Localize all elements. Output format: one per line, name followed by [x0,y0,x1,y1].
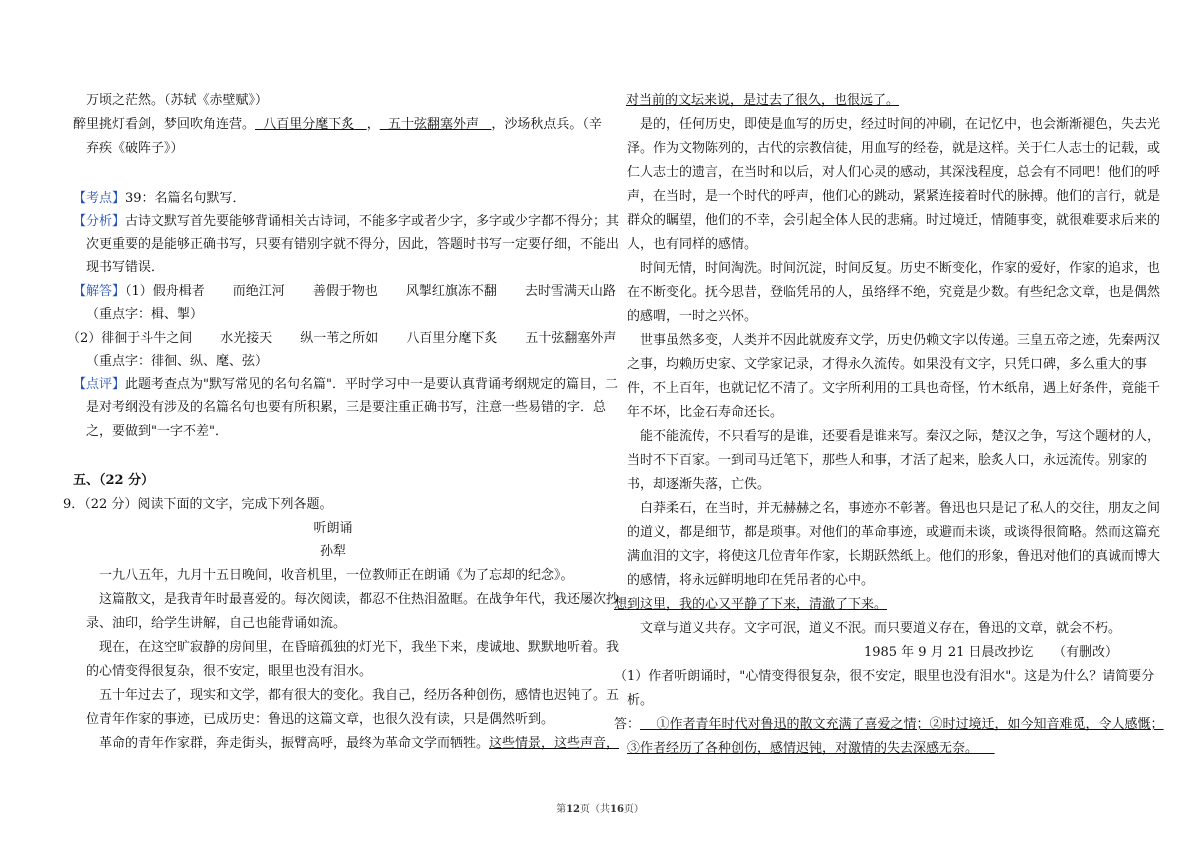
paragraph-line: 能不能流传，不只看写的是谁，还要看是谁来写。秦汉之际，楚汉之争，写这个题材的人， [640,429,1161,444]
jieda-item: （1）假舟楫者 [125,284,205,299]
underlined-text: 这些情景，这些声音， [489,736,620,751]
fenxi-text: 古诗文默写首先要能够背诵相关古诗词，不能多字或者少字，多字或少字都不得分；其 [125,214,620,229]
paragraph-line: 人，也有同样的感情。 [627,237,758,252]
answer-text-2: ③作者经历了各种创伤，感情迟钝，对激情的失去深感无奈。 [627,741,979,756]
answer-tag: 答： [614,717,641,732]
paragraph-line: 是的，任何历史，即使是血写的历史，经过时间的冲刷，在记忆中，也会渐渐褪色，失去光 [640,117,1161,132]
paragraph-line: 一九八五年，九月十五日晚间，收音机里，一位教师正在朗诵《为了忘却的纪念》。 [99,568,574,583]
fenxi-line: 现书写错误． [86,260,165,275]
answer-blank [380,116,492,134]
paragraph-line: 之事，均赖历史家、文学家记录，才得永久流传。如果没有文字，只凭口碑，多么重大的事 [627,357,1148,372]
paragraph-line: 件，不上百年，也就记忆不清了。文字所利用的工具也奇怪，竹木纸帛，遇上好条件，竟能千 [627,381,1161,396]
underlined-text: 想到这里，我的心又平静了下来，清澈了下来。 [614,597,888,612]
paragraph-line: 书，却逐渐失落，亡佚。 [627,477,771,492]
section-heading: 五、（22 分） [73,473,155,488]
paragraph-line: 时间无情，时间淘洗。时间沉淀，时间反复。历史不断变化，作家的爱好，作家的追求，也 [640,261,1161,276]
paragraph-line: 文章与道义共存。文字可泯，道义不泯。而只要道义存在，鲁迅的文章，就会不朽。 [640,621,1122,636]
answer-line [614,716,1164,734]
jieda-line [73,283,616,301]
footer-text: 第 [556,804,567,815]
paragraph-line: 仁人志士的遗言，在当时和以后，对人们心灵的感动，其深浅程度，总会有不同吧！他们的呼 [627,165,1161,180]
paragraph-line: 年不坏，比金石寿命还长。 [627,405,784,420]
jieda-line: （重点字：楫、掣） [86,307,204,322]
paragraph-line: 现在，在这空旷寂静的房间里，在昏暗孤独的灯光下，我坐下来，虔诚地、默默地听着。我 [99,640,620,655]
paragraph-line: 在不断变化。抚今思昔，登临凭吊的人，虽络绎不绝，究竟是少数。有些纪念文章，也是偶然 [627,285,1161,300]
article-date: 1985 年 9 月 21 日晨改抄讫 （有删改） [863,645,1118,660]
jieda-line: （重点字：徘徊、纵、麾、弦） [86,354,269,369]
paragraph-line: 位青年作家的事迹，已成历史：鲁迅的这篇文章，也很久没有读，只是偶然听到。 [86,712,555,727]
footer-text: 页） [623,804,644,815]
jieda-tag: 【解答】 [73,284,126,299]
answer-text-1: ①作者青年时代对鲁迅的散文充满了喜爱之情；②时过境迁，如今知音难觅，令人感慨； [656,717,1164,732]
paragraph-line: 满血泪的文字，将使这几位青年作家，长期跃然纸上。他们的形象，鲁迅对他们的真诚而博大 [627,549,1161,564]
jieda-item: （2）徘徊于斗牛之间 [67,331,193,346]
paragraph-line: 录、油印，给学生讲解，自己也能背诵如流。 [86,616,347,631]
footer-text: 页（共 [580,804,610,815]
kaodian-tag: 【考点】 [73,191,126,206]
text-line: 醉里挑灯看剑，梦回吹角连营。 八百里分麾下炙 ， 五十弦翻塞外声 ，沙场秋点兵。（辛 [73,117,602,132]
page-total: 16 [610,804,624,815]
jieda-item: 去时雪满天山路 [524,284,616,299]
underlined-text: 对当前的文坛来说，是过去了很久，也很远了。 [626,93,900,108]
paragraph-line: 声，在当时，是一个时代的呼声，他们心的跳动，紧紧连接着时代的脉搏。他们的言行，就是 [627,189,1161,204]
page-footer [0,800,1200,815]
jieda-item: 纵一苇之所如 [300,331,379,346]
jieda-line [67,330,616,348]
answer-line [614,740,995,758]
jieda-item: 风掣红旗冻不翻 [405,284,497,299]
kaodian-line [73,190,246,208]
kaodian-text: 39：名篇名句默写． [125,191,246,206]
article-author: 孙犁 [319,544,346,559]
fenxi-line [73,213,619,231]
fenxi-line: 次更重要的是能够正确书写，只要有错别字就不得分，因此，答题时书写一定要仔细，不能出 [86,237,620,252]
question-line: （1）作者听朗诵时，"心情变得很复杂，很不安定，眼里也没有泪水"。这是为什么？请简要分 [614,669,1155,684]
text-line: 万顷之茫然。（苏轼《赤壁赋》） [86,93,269,108]
paragraph-line: 当时不下百家。一到司马迁笔下，那些人和事，才活了起来，脍炙人口，永远流传。别家的 [627,453,1148,468]
paragraph-line: 泽。作为文物陈列的，古代的宗教信徒，用血写的经卷，就是这样。关于仁人志士的记载，或 [627,141,1161,156]
dianping-text: 此题考查点为"默写常见的名句名篇"．平时学习中一是要认真背诵考纲规定的篇目，二 [125,377,618,392]
paragraph-line: 白莽柔石，在当时，并无赫赫之名，事迹亦不彰著。鲁迅也只是记了私人的交往，朋友之间 [640,501,1161,516]
question-line: 析。 [627,693,654,708]
paragraph-line: 五十年过去了，现实和文学，都有很大的变化。我自己，经历各种创伤，感情也迟钝了。五 [99,688,620,703]
answer-blank [255,116,367,134]
text-line: 弃疾《破阵子》） [86,141,184,156]
dianping-tag: 【点评】 [73,377,126,392]
question-heading: 9．（22 分）阅读下面的文字，完成下列各题。 [63,497,333,512]
article-title: 听朗诵 [313,521,353,536]
paragraph-line: 的道义，都是细节，都是琐事。对他们的革命事迹，或避而未谈，或谈得很简略。然而这篇充 [627,525,1161,540]
paragraph-line: 这篇散文，是我青年时最喜爱的。每次阅读，都忍不住热泪盈眶。在战争年代，我还屡次抄 [99,592,620,607]
page-number: 12 [566,804,580,815]
jieda-item: 五十弦翻塞外声 [525,331,617,346]
dianping-line [73,376,618,394]
paragraph-line: 世事虽然多变，人类并不因此就废弃文学，历史仍赖文字以传递。三皇五帝之迹，先秦两汉 [640,333,1161,348]
jieda-item: 善假于物也 [312,284,378,299]
paragraph-line: 的感情，将永远鲜明地印在凭吊者的心中。 [627,573,875,588]
dianping-line: 是对考纲没有涉及的名篇名句也要有所积累，三是要注重正确书写，注意一些易错的字．总 [86,400,607,415]
paragraph-line: 的感喟，一时之兴怀。 [627,309,758,324]
fenxi-tag: 【分析】 [73,214,126,229]
text-fragment: 革命的青年作家群，奔走街头，振臂高呼，最终为革命文学而牺牲。 [99,736,490,751]
jieda-item: 而绝江河 [232,284,285,299]
text-fragment: ，沙场秋点兵。（辛 [491,117,602,132]
blank-answer-1: 八百里分麾下炙 [263,117,355,132]
blank-answer-2: 五十弦翻塞外声 [387,117,479,132]
jieda-item: 八百里分麾下炙 [406,331,498,346]
dianping-line: 之，要做到"一字不差"． [86,424,228,439]
jieda-item: 水光接天 [220,331,273,346]
paragraph-line: 群众的瞩望，他们的不幸，会引起全体人民的悲痛。时过境迁，情随事变，就很难要求后来的 [627,213,1161,228]
answer-text [640,717,1164,732]
text-fragment: 醉里挑灯看剑，梦回吹角连营。 [73,117,256,132]
paragraph-line: 的心情变得很复杂，很不安定，眼里也没有泪水。 [86,664,373,679]
paragraph-line [73,735,619,753]
